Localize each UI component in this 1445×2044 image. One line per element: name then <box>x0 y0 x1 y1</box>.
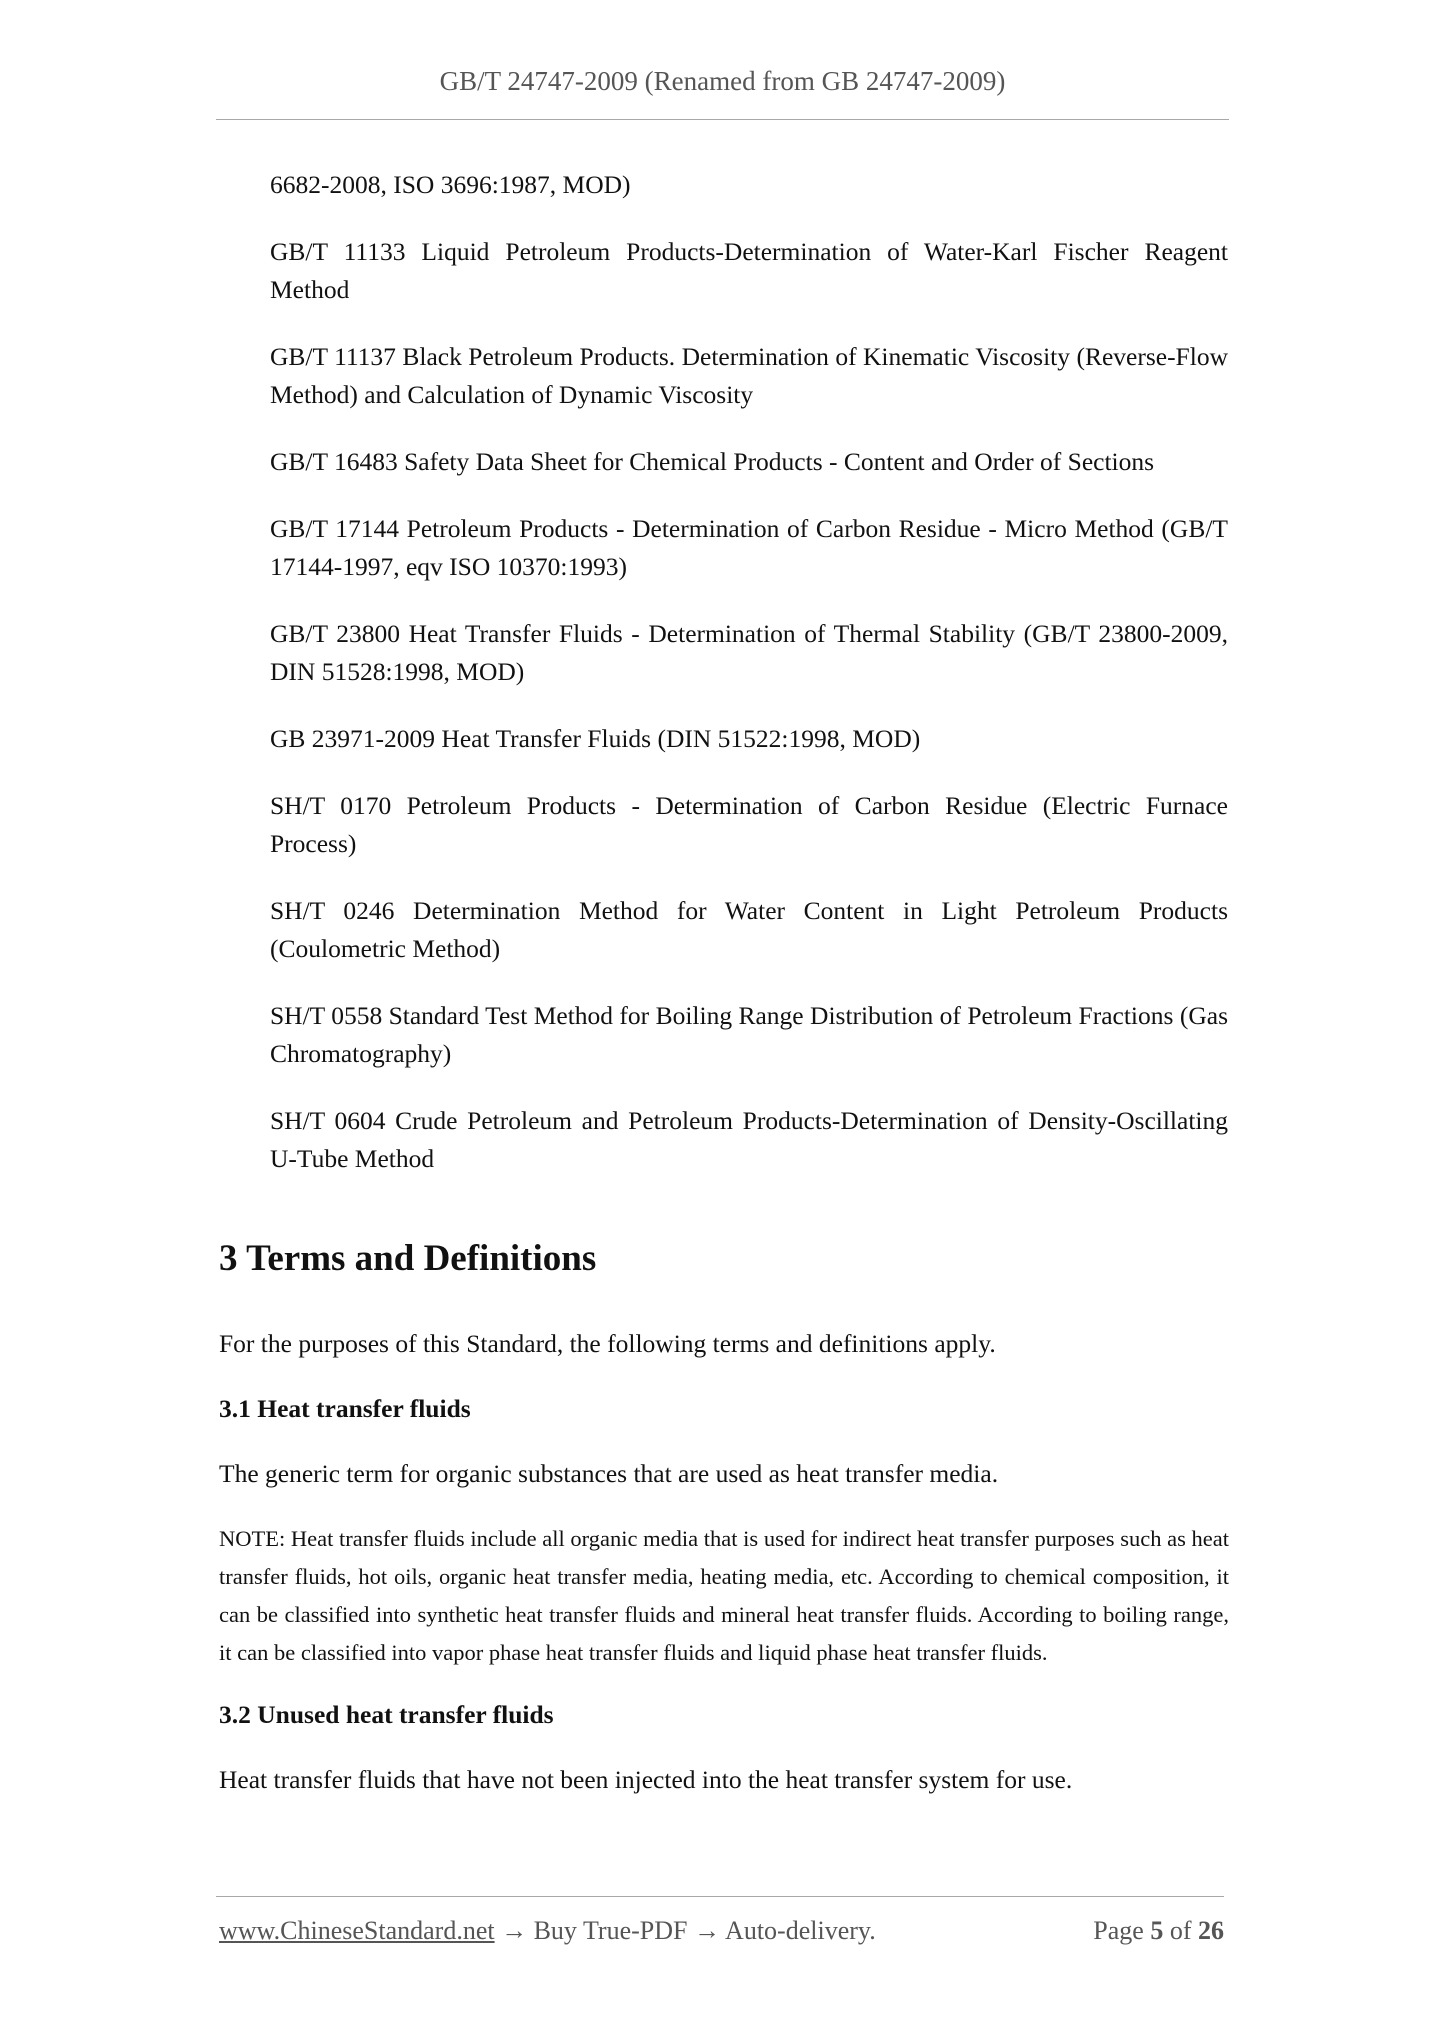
section-intro: For the purposes of this Standard, the following terms and definitions apply. <box>219 1329 996 1358</box>
reference-item: GB/T 11133 Liquid Petroleum Products-Determination of Water-Karl Fischer Reagent Method <box>270 237 1228 304</box>
reference-item: SH/T 0246 Determination Method for Water Content in Light Petroleum Products (Coulometric Method) <box>270 896 1228 963</box>
term-heading: 3.1 Heat transfer fluids <box>219 1394 471 1423</box>
header-divider <box>216 119 1229 120</box>
normative-references-list <box>270 166 1228 1207</box>
reference-item: GB/T 11137 Black Petroleum Products. Determination of Kinematic Viscosity (Reverse-Flow Method) and Calculation of Dynamic Viscosity <box>270 342 1228 409</box>
footer-promo <box>219 1916 876 1946</box>
reference-item: GB/T 23800 Heat Transfer Fluids - Determination of Thermal Stability (GB/T 23800-2009, DIN 51528:1998, MOD) <box>270 619 1228 686</box>
reference-item: 6682-2008, ISO 3696:1987, MOD) <box>270 170 631 199</box>
term-definition: Heat transfer fluids that have not been injected into the heat transfer system for use. <box>219 1765 1073 1794</box>
reference-item: SH/T 0558 Standard Test Method for Boiling Range Distribution of Petroleum Fractions (Gas Chromatography) <box>270 1001 1228 1068</box>
reference-item: GB/T 16483 Safety Data Sheet for Chemical Products - Content and Order of Sections <box>270 447 1155 476</box>
reference-item: SH/T 0170 Petroleum Products - Determination of Carbon Residue (Electric Furnace Process) <box>270 791 1228 858</box>
reference-item: SH/T 0604 Crude Petroleum and Petroleum Products-Determination of Density-Oscillating U-Tube Method <box>270 1106 1228 1173</box>
website-link[interactable]: www.ChineseStandard.net <box>219 1916 495 1945</box>
page-indicator <box>1093 1916 1224 1946</box>
page-header: GB/T 24747-2009 (Renamed from GB 24747-2009) <box>439 66 1006 96</box>
page-label: Page <box>1093 1916 1144 1945</box>
terms-section <box>219 1235 1229 1826</box>
reference-item: GB/T 17144 Petroleum Products - Determination of Carbon Residue - Micro Method (GB/T 17144-1997, eqv ISO 10370:1993) <box>270 514 1228 581</box>
page-total: 26 <box>1198 1916 1224 1945</box>
footer-divider <box>216 1896 1224 1897</box>
section-title: 3 Terms and Definitions <box>219 1238 597 1279</box>
reference-item: GB 23971-2009 Heat Transfer Fluids (DIN 51522:1998, MOD) <box>270 724 921 753</box>
page-current: 5 <box>1150 1916 1164 1945</box>
term-heading: 3.2 Unused heat transfer fluids <box>219 1700 554 1729</box>
term-definition: The generic term for organic substances that are used as heat transfer media. <box>219 1459 999 1488</box>
page-of-label: of <box>1169 1916 1192 1945</box>
term-note: NOTE: Heat transfer fluids include all organic media that is used for indirect heat transfer purposes such as heat transfer fluids, hot oils, organic heat transfer media, heating media, etc. According to chemical composition, it can be classified into synthetic heat transfer fluids and mineral heat transfer fluids. According to boiling range, it can be classified into vapor phase heat transfer fluids and liquid phase heat transfer fluids. <box>219 1526 1229 1665</box>
footer-promo-text: → Buy True-PDF → Auto-delivery. <box>494 1916 876 1945</box>
